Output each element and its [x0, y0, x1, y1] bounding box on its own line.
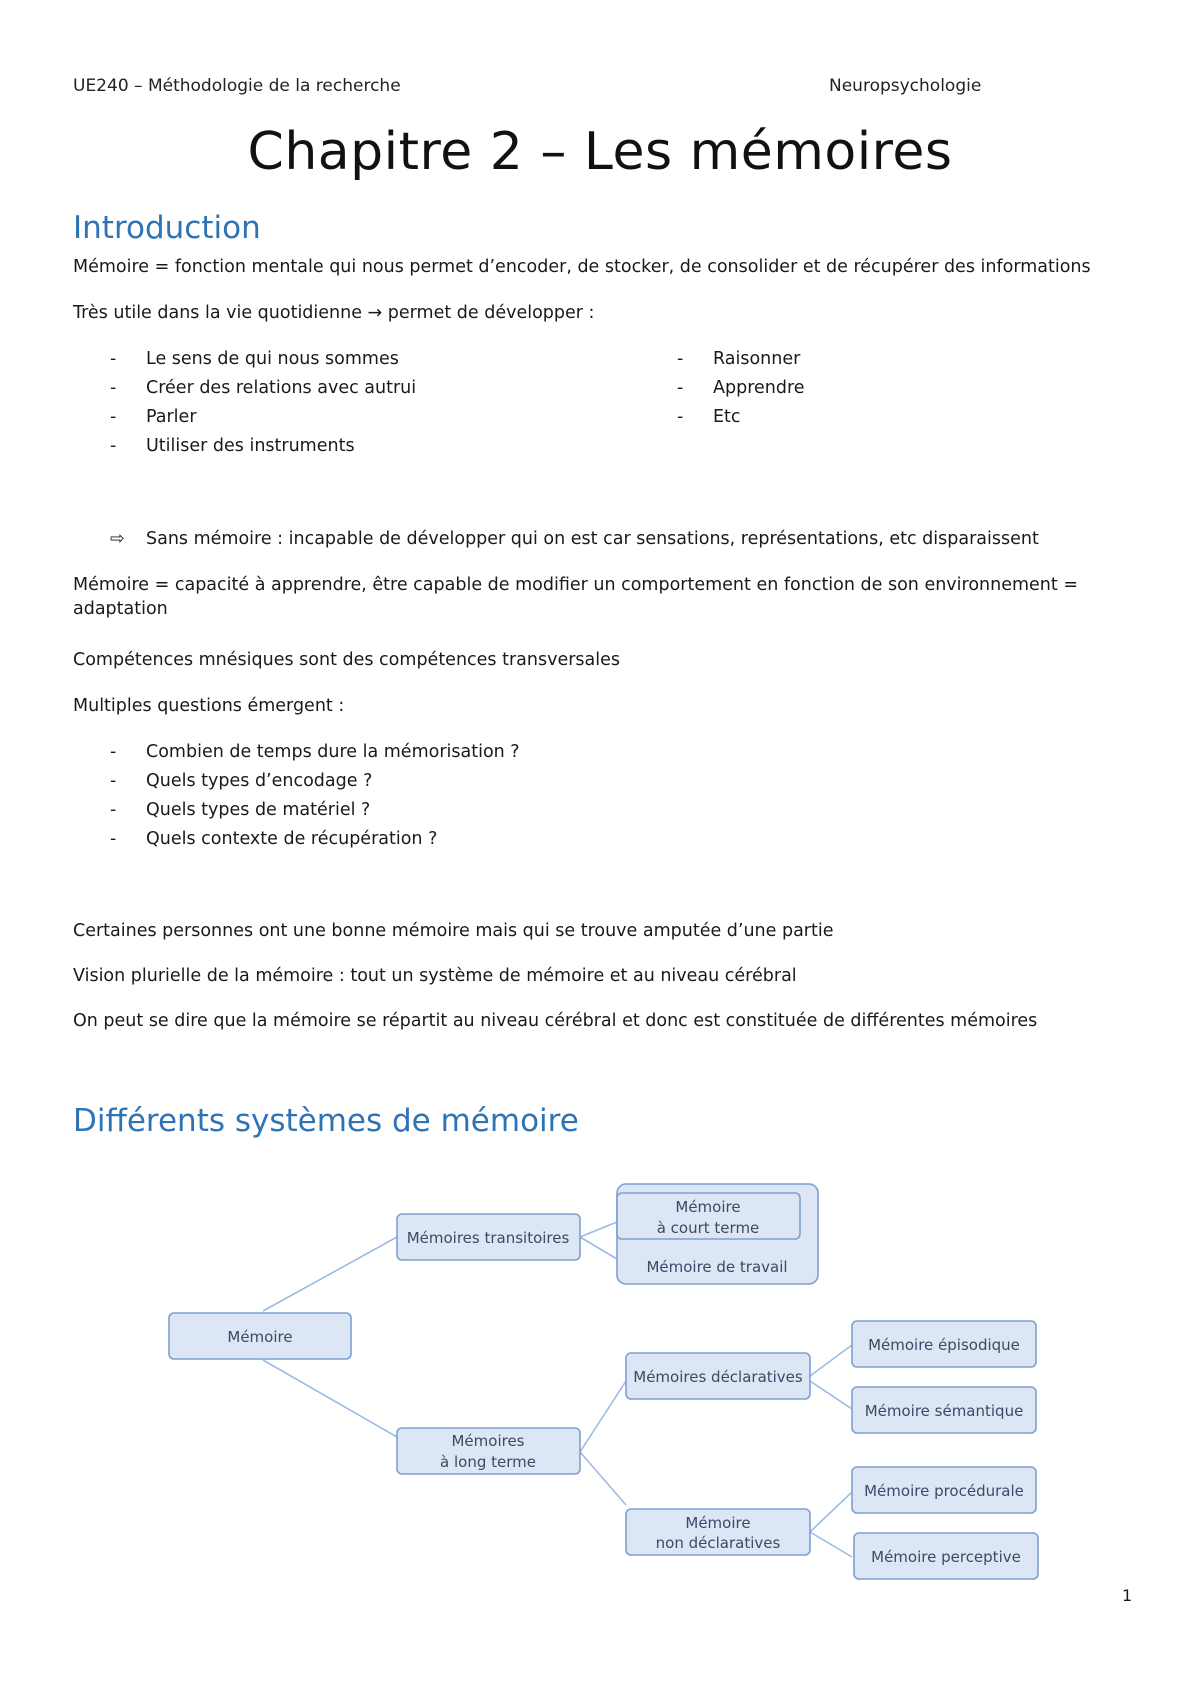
question-item: Quels contexte de récupération ?	[146, 829, 438, 849]
page-number: 1	[1122, 1586, 1133, 1605]
list-dash: -	[110, 349, 117, 369]
label-long-terme-2: à long terme	[440, 1453, 536, 1471]
list-item: Raisonner	[713, 349, 801, 369]
list-dash: -	[677, 349, 684, 369]
hollow-arrow-icon: ⇨	[110, 529, 125, 549]
label-semantique: Mémoire sémantique	[864, 1402, 1024, 1420]
list-dash: -	[110, 800, 117, 820]
label-non-declaratives-1: Mémoire	[685, 1514, 751, 1532]
label-court-terme-1: Mémoire	[675, 1198, 741, 1216]
label-court-terme-2: à court terme	[656, 1219, 760, 1237]
intro-definition: Mémoire = fonction mentale qui nous permet d’encoder, de stocker, de consolider et de récupérer des informations	[73, 257, 1091, 277]
question-item: Quels types de matériel ?	[146, 800, 371, 820]
systems-heading: Différents systèmes de mémoire	[73, 1103, 579, 1139]
paragraph-partial-memory: Certaines personnes ont une bonne mémoire mais qui se trouve amputée d’une partie	[73, 921, 834, 941]
list-dash: -	[110, 829, 117, 849]
list-item: Apprendre	[713, 378, 805, 398]
label-perceptive: Mémoire perceptive	[871, 1548, 1021, 1566]
page-title: Chapitre 2 – Les mémoires	[247, 122, 953, 182]
label-long-terme-1: Mémoires	[451, 1432, 525, 1450]
list-item: Etc	[713, 407, 741, 427]
competences-paragraph: Compétences mnésiques sont des compétences transversales	[73, 650, 620, 670]
label-non-declaratives-2: non déclaratives	[655, 1534, 781, 1552]
list-dash: -	[110, 407, 117, 427]
label-transitoires: Mémoires transitoires	[406, 1229, 570, 1247]
list-item: Créer des relations avec autrui	[146, 378, 417, 398]
label-episodique: Mémoire épisodique	[868, 1336, 1020, 1354]
label-travail: Mémoire de travail	[646, 1258, 788, 1276]
list-item: Parler	[146, 407, 197, 427]
list-dash: -	[110, 771, 117, 791]
label-declaratives: Mémoires déclaratives	[633, 1368, 803, 1386]
list-dash: -	[110, 436, 117, 456]
arrow-note: Sans mémoire : incapable de développer qui on est car sensations, représentations, etc disparaissent	[146, 529, 1039, 549]
list-item: Utiliser des instruments	[146, 436, 355, 456]
header-course: UE240 – Méthodologie de la recherche	[73, 76, 401, 96]
paragraph-distribution: On peut se dire que la mémoire se répartit au niveau cérébral et donc est constituée de différentes mémoires	[73, 1011, 1038, 1031]
list-dash: -	[110, 742, 117, 762]
list-dash: -	[677, 378, 684, 398]
intro-useful: Très utile dans la vie quotidienne → permet de développer :	[73, 303, 595, 323]
list-dash: -	[677, 407, 684, 427]
label-memoire: Mémoire	[227, 1328, 293, 1346]
label-procedurale: Mémoire procédurale	[864, 1482, 1024, 1500]
capacity-paragraph: Mémoire = capacité à apprendre, être capable de modifier un comportement en fonction de son environnement = adaptation	[73, 575, 1078, 619]
question-item: Quels types d’encodage ?	[146, 771, 373, 791]
list-dash: -	[110, 378, 117, 398]
questions-intro: Multiples questions émergent :	[73, 696, 345, 716]
question-item: Combien de temps dure la mémorisation ?	[146, 742, 520, 762]
header-subject: Neuropsychologie	[829, 76, 982, 96]
paragraph-plural-vision: Vision plurielle de la mémoire : tout un système de mémoire et au niveau cérébral	[73, 966, 797, 986]
intro-heading: Introduction	[73, 210, 261, 246]
list-item: Le sens de qui nous sommes	[146, 349, 399, 369]
